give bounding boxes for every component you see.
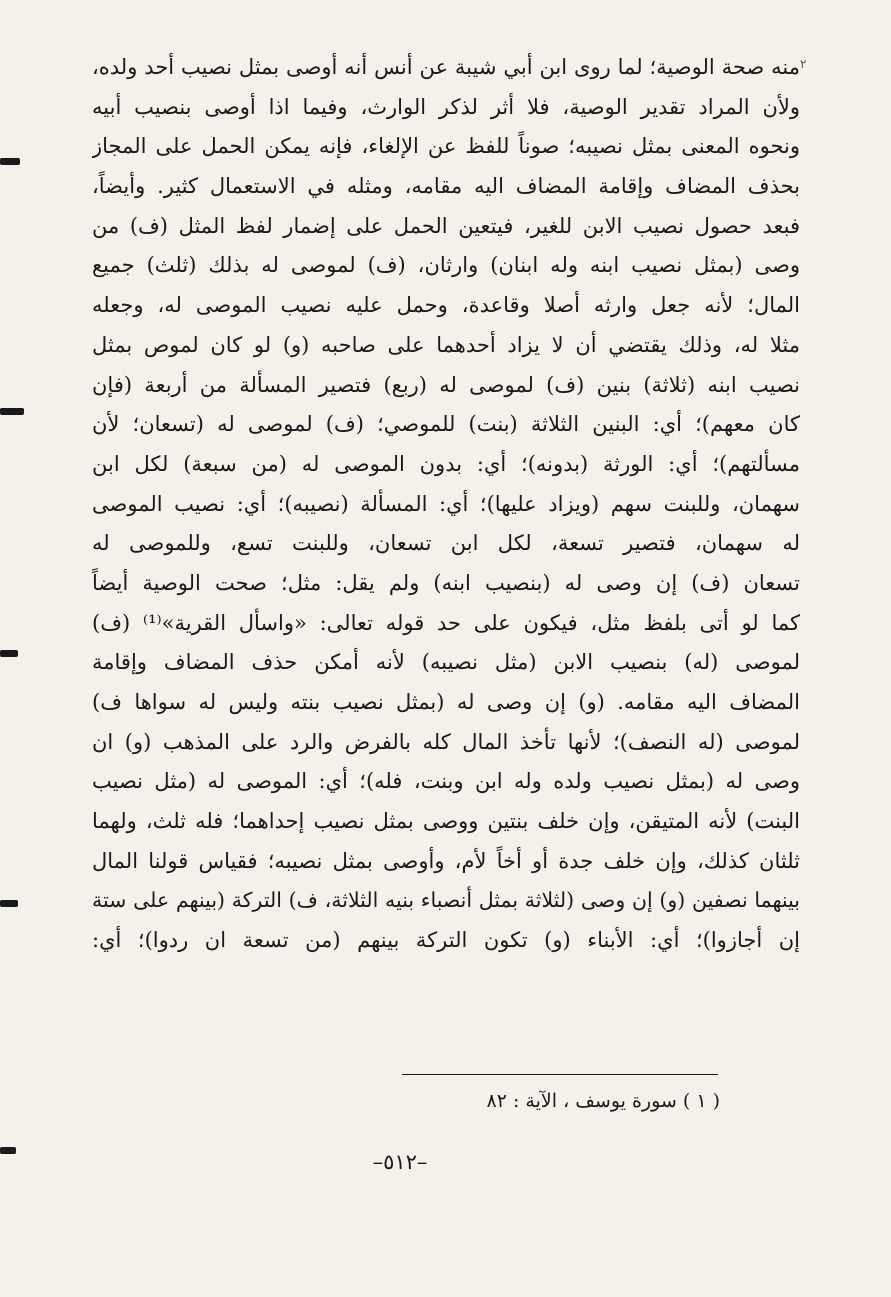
margin-mark [0,1147,16,1154]
margin-mark [0,158,20,165]
text-line: بينهما نصفين (و) إن وصى (لثلاثة بمثل أنصباء بنيه الثلاثة، ف) التركة (بينهم على ستة [92,888,800,913]
text-line: فبعد حصول نصيب الابن للغير، فيتعين الحمل على إضمار لفظ المثل (ف) من [92,213,800,238]
footnote-rule [402,1074,718,1075]
text-line: كما لو أتى بلفظ مثل، فيكون على حد قوله تعالى: «واسأل القرية»⁽¹⁾ (ف) [92,610,800,635]
text-line: سهمان، وللبنت سهم (ويزاد عليها)؛ أي: المسألة (نصيبه)؛ أي: نصيب الموصى [92,491,800,516]
margin-mark [0,650,18,657]
text-line: لموصى (له النصف)؛ لأنها تأخذ المال كله بالفرض والرد على المذهب (و) ان [92,729,800,754]
text-line: ولأن المراد تقدير الوصية، فلا أثر لذكر الوارث، وفيما اذا أوصى بنصيب أبيه [92,94,800,119]
text-line: بحذف المضاف وإقامة المضاف اليه مقامه، ومثله في الاستعمال كثير. وأيضاً، [92,174,800,199]
text-line: البنت) لأنه المتيقن، وإن خلف بنتين ووصى بمثل نصيب إحداهما؛ فله ثلث، ولهما [92,809,800,834]
margin-mark [0,900,18,907]
text-line: تسعان (ف) إن وصى له (بنصيب ابنه) ولم يقل: مثل؛ صحت الوصية أيضاً [92,570,800,595]
text-line: ثلثان كذلك، وإن خلف جدة أو أخاً لأم، وأوصى بمثل نصيبه؛ فقياس قولنا المال [92,848,800,873]
footnote: ( ١ ) سورة يوسف ، الآية : ٨٢ [486,1090,720,1112]
text-line: وصى (بمثل نصيب ابنه وله ابنان) وارثان، (ف) لموصى له بذلك (ثلث) جميع [92,253,800,278]
text-line: وصى له (بمثل نصيب ولده وله ابن وبنت، فله)؛ أي: الموصى له (مثل نصيب [92,769,800,794]
margin-mark [0,408,24,415]
text-line: كان معهم)؛ أي: البنين الثلاثة (بنت) للموصي؛ (ف) لموصى له (تسعان؛ لأن [92,412,800,437]
text-line: نصيب ابنه (ثلاثة) بنين (ف) لموصى له (ربع) فتصير المسألة من أربعة (فإن [92,372,800,397]
body-text [92,48,800,961]
text-line: له سهمان، فتصير تسعة، لكل ابن تسعان، وللبنت تسع، وللموصى له [92,531,800,556]
text-line: المضاف اليه مقامه. (و) إن وصى له (بمثل نصيب بنته وليس له سواها ف) [92,690,800,714]
text-line: ونحوه المعنى بمثل نصيبه؛ صوناً للفظ عن الإلغاء، فإنه يمكن الحمل على المجاز [92,134,800,159]
page-number: –٥١٢– [372,1150,428,1174]
text-line: مسألتهم)؛ أي: الورثة (بدونه)؛ أي: بدون الموصى له (من سبعة) لكل ابن [92,451,800,476]
text-line: منه صحة الوصية؛ لما روى ابن أبي شيبة عن أنس أنه أوصى بمثل نصيب أحد ولده، [92,55,800,79]
text-line: المال؛ لأنه جعل وارثه أصلا وقاعدة، وحمل عليه نصيب الموصى له، وجعله [92,293,800,318]
text-line: لموصى (له) بنصيب الابن (مثل نصيبه) لأنه أمكن حذف المضاف وإقامة [92,650,800,675]
text-line: إن أجازوا)؛ أي: الأبناء (و) تكون التركة بينهم (من تسعة ان ردوا)؛ أي: [92,928,800,953]
text-line: مثلا له، وذلك يقتضي أن لا يزاد أحدهما على صاحبه (و) لو كان لموص بمثل [92,332,800,357]
corner-mark: ٢ [800,57,807,71]
